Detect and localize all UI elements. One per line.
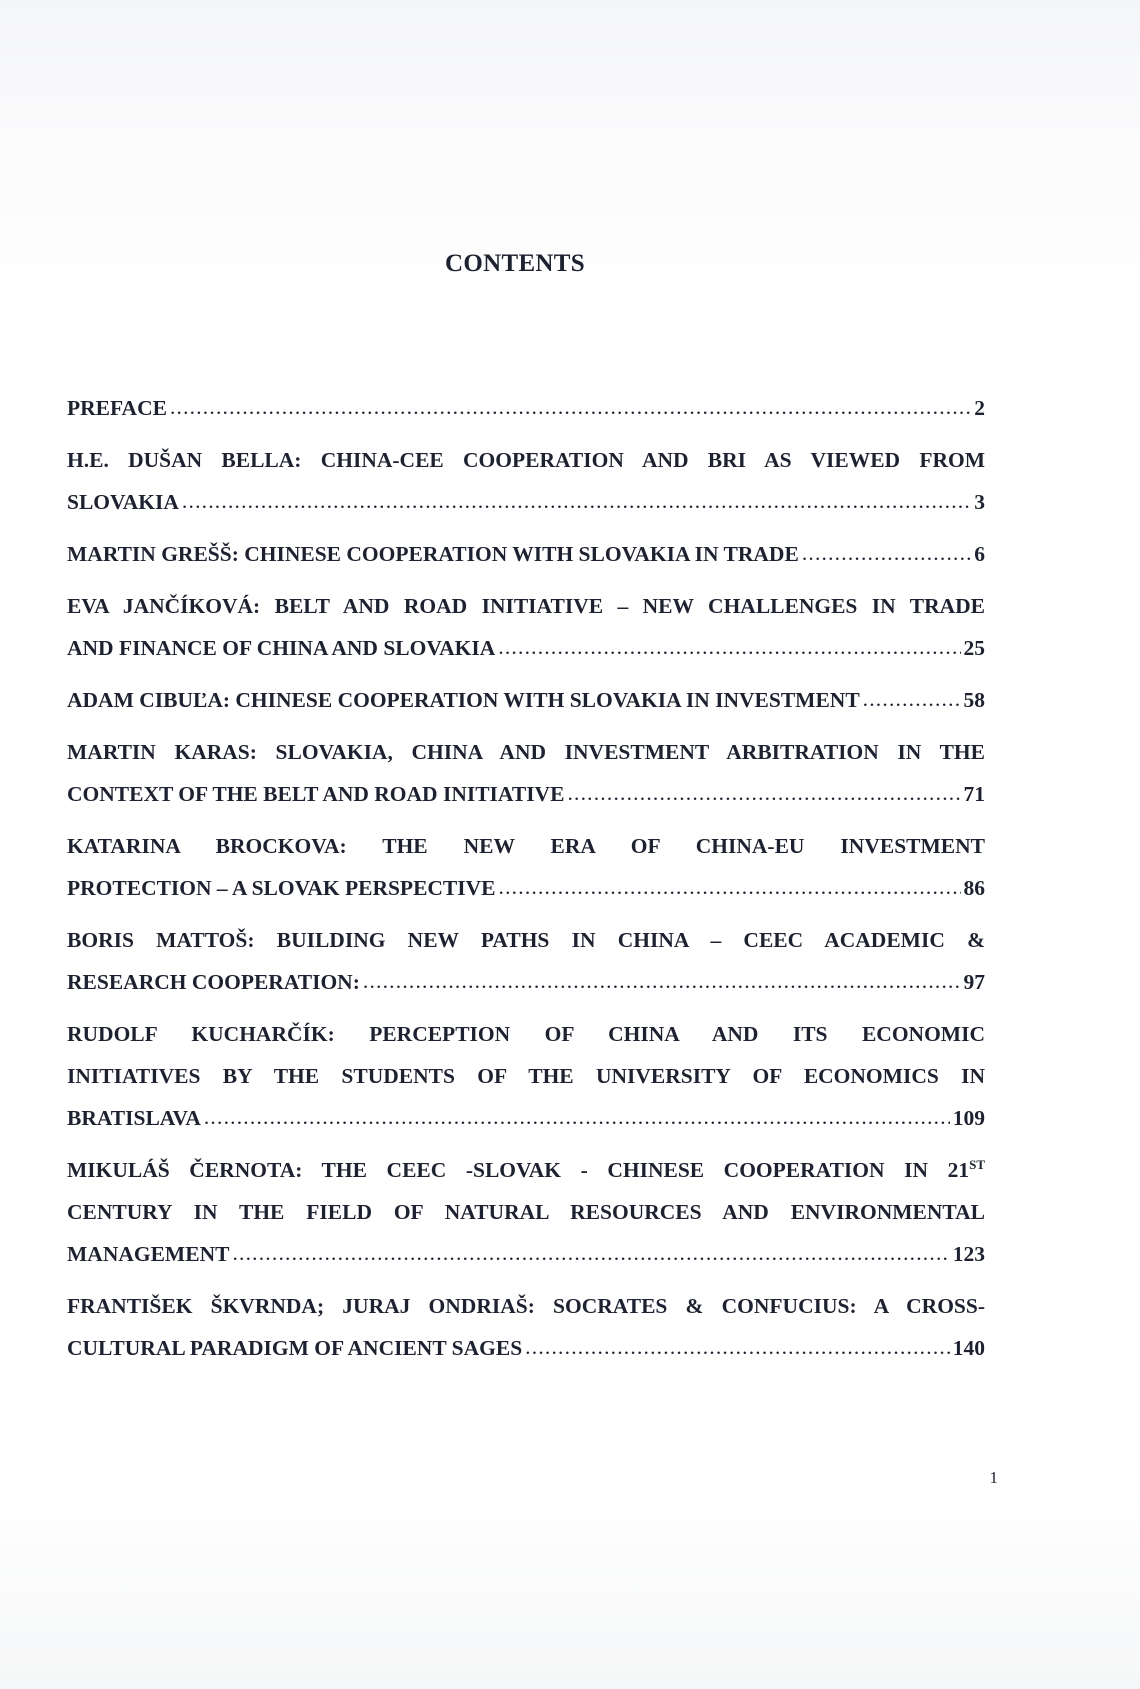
toc-entry-karas[interactable] xyxy=(67,731,985,815)
toc-page-number: 25 xyxy=(963,636,985,660)
toc-page-number: 86 xyxy=(963,876,985,900)
toc-entry-title-cont: INITIATIVES BY THE STUDENTS OF THE UNIVERSITY OF ECONOMICS IN xyxy=(67,1064,985,1088)
toc-page-number: 71 xyxy=(963,782,985,806)
toc-page-number: 6 xyxy=(974,542,985,566)
toc-entry-title: ADAM CIBUĽA: CHINESE COOPERATION WITH SLOVAKIA IN INVESTMENT xyxy=(67,688,860,712)
toc-entry-preface[interactable] xyxy=(67,387,985,429)
toc-page-number: 2 xyxy=(974,396,985,420)
toc-entry-gress[interactable] xyxy=(67,533,985,575)
toc-entry-title-cont: SLOVAKIA xyxy=(67,490,179,514)
toc-entry-kucharcik[interactable] xyxy=(67,1013,985,1139)
toc-entry-title: PREFACE xyxy=(67,396,167,420)
dot-leader xyxy=(170,386,971,428)
toc-entry-title-cont: PROTECTION – A SLOVAK PERSPECTIVE xyxy=(67,876,496,900)
toc-entry-skvrnda-ondrias[interactable] xyxy=(67,1285,985,1369)
toc-entry-title xyxy=(67,1149,985,1191)
page-title: CONTENTS xyxy=(445,250,585,277)
toc-entry-title-cont: RESEARCH COOPERATION: xyxy=(67,970,360,994)
dot-leader xyxy=(182,480,971,522)
toc-entry-title: FRANTIŠEK ŠKVRNDA; JURAJ ONDRIAŠ: SOCRATES & CONFUCIUS: A CROSS- xyxy=(67,1294,985,1318)
toc-page-number: 140 xyxy=(952,1336,985,1360)
table-of-contents xyxy=(67,387,985,1379)
toc-entry-title-cont: CONTEXT OF THE BELT AND ROAD INITIATIVE xyxy=(67,782,565,806)
toc-entry-title-text: MIKULÁŠ ČERNOTA: THE CEEC -SLOVAK - CHINESE COOPERATION IN 21 xyxy=(67,1158,970,1182)
toc-entry-title-cont: CENTURY IN THE FIELD OF NATURAL RESOURCES AND ENVIRONMENTAL xyxy=(67,1200,985,1224)
toc-entry-title-cont: CULTURAL PARADIGM OF ANCIENT SAGES xyxy=(67,1336,523,1360)
toc-entry-title-cont: MANAGEMENT xyxy=(67,1242,230,1266)
toc-page-number: 123 xyxy=(952,1242,985,1266)
dot-leader xyxy=(499,866,961,908)
toc-entry-title: EVA JANČÍKOVÁ: BELT AND ROAD INITIATIVE – NEW CHALLENGES IN TRADE xyxy=(67,594,985,618)
toc-entry-brockova[interactable] xyxy=(67,825,985,909)
toc-entry-cibula[interactable] xyxy=(67,679,985,721)
toc-page-number: 3 xyxy=(974,490,985,514)
dot-leader xyxy=(567,772,960,814)
dot-leader xyxy=(802,532,971,574)
toc-entry-title-cont: AND FINANCE OF CHINA AND SLOVAKIA xyxy=(67,636,496,660)
dot-leader xyxy=(363,960,961,1002)
toc-entry-mattos[interactable] xyxy=(67,919,985,1003)
dot-leader xyxy=(498,626,960,668)
toc-entry-bella[interactable] xyxy=(67,439,985,523)
toc-entry-title: H.E. DUŠAN BELLA: CHINA-CEE COOPERATION AND BRI AS VIEWED FROM xyxy=(67,448,985,472)
toc-entry-title: KATARINA BROCKOVA: THE NEW ERA OF CHINA-EU INVESTMENT xyxy=(67,834,985,858)
dot-leader xyxy=(525,1326,950,1368)
toc-entry-title: BORIS MATTOŠ: BUILDING NEW PATHS IN CHINA – CEEC ACADEMIC & xyxy=(67,928,985,952)
page-number: 1 xyxy=(989,1468,998,1487)
toc-page-number: 58 xyxy=(963,688,985,712)
toc-entry-jancikova[interactable] xyxy=(67,585,985,669)
toc-entry-cernota[interactable] xyxy=(67,1149,985,1275)
toc-page-number: 97 xyxy=(963,970,985,994)
toc-entry-title: RUDOLF KUCHARČÍK: PERCEPTION OF CHINA AND ITS ECONOMIC xyxy=(67,1022,985,1046)
dot-leader xyxy=(232,1232,949,1274)
toc-page-number: 109 xyxy=(952,1106,985,1130)
toc-entry-title: MARTIN GREŠŠ: CHINESE COOPERATION WITH SLOVAKIA IN TRADE xyxy=(67,542,799,566)
ordinal-superscript: ST xyxy=(969,1157,985,1172)
dot-leader xyxy=(204,1096,950,1138)
dot-leader xyxy=(863,678,961,720)
toc-entry-title: MARTIN KARAS: SLOVAKIA, CHINA AND INVESTMENT ARBITRATION IN THE xyxy=(67,740,985,764)
toc-entry-title-cont: BRATISLAVA xyxy=(67,1106,201,1130)
